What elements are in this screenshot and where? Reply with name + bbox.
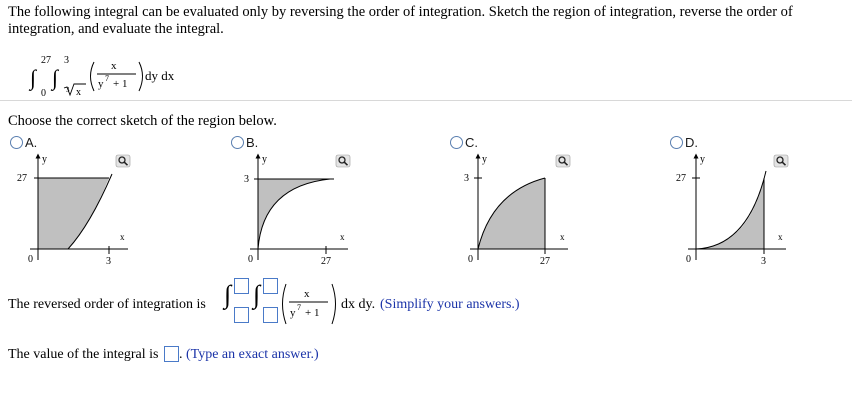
y-tick-label-d: 27 (676, 173, 686, 184)
origin-label-c: 0 (468, 254, 473, 265)
original-integral (28, 50, 198, 102)
x-label-b: x (340, 232, 345, 242)
right-paren (139, 62, 143, 91)
reversed-denominator-tail: + 1 (305, 307, 320, 319)
reversed-hint: (Simplify your answers.) (380, 297, 520, 312)
y-tick-label-c: 3 (464, 173, 469, 184)
origin-label-a: 0 (28, 254, 33, 265)
x-label-a: x (120, 232, 125, 242)
value-period: . (178, 347, 183, 362)
magnify-icon[interactable] (336, 155, 350, 167)
radio-b[interactable] (231, 136, 244, 149)
y-label-c: y (482, 154, 487, 165)
reversed-denominator-exponent: 7 (297, 303, 301, 312)
inner-upper-limit-input[interactable] (263, 278, 278, 294)
reversed-numerator: x (304, 288, 310, 300)
value-hint: (Type an exact answer.) (185, 347, 319, 362)
reversed-integral (224, 278, 544, 328)
divider (0, 100, 852, 101)
inner-lower-limit-input[interactable] (263, 307, 278, 323)
x-label-d: x (778, 232, 783, 242)
graph-c (450, 150, 580, 268)
outer-upper-limit: 27 (41, 55, 51, 66)
y-label-a: y (42, 154, 47, 165)
root-index: 3 (66, 86, 70, 94)
graph-b (230, 150, 360, 268)
option-b[interactable]: B. (231, 135, 258, 150)
outer-integral-sign: ∫ (30, 65, 37, 90)
inner-upper-limit: 3 (64, 55, 69, 66)
differentials: dy dx (145, 68, 175, 83)
left-paren (91, 62, 95, 91)
outer-integral-sign: ∫ (224, 280, 232, 309)
x-tick-label-b: 27 (321, 256, 331, 267)
y-tick-label-b: 3 (244, 174, 249, 185)
inner-integral-sign: ∫ (52, 65, 59, 90)
value-label: The value of the integral is (8, 347, 159, 362)
reversed-denominator-base: y (290, 307, 296, 319)
option-a[interactable]: A. (10, 135, 37, 150)
origin-label-d: 0 (686, 254, 691, 265)
outer-lower-limit-input[interactable] (234, 307, 249, 323)
reversed-differentials: dx dy. (341, 297, 376, 312)
denominator-base: y (98, 78, 104, 90)
graph-a (10, 150, 140, 268)
inner-integral-sign: ∫ (253, 280, 261, 309)
region-c (478, 178, 545, 249)
right-paren (332, 284, 336, 324)
radio-d[interactable] (670, 136, 683, 149)
question-prompt: The following integral can be evaluated only by reversing the order of integration. Sketch the region of integration, reverse the order of integration, and evaluate the integral. (8, 4, 793, 37)
x-tick-label-d: 3 (761, 256, 766, 267)
x-label-c: x (560, 232, 565, 242)
option-c[interactable]: C. (450, 135, 478, 150)
y-tick-label-a: 27 (17, 173, 27, 184)
value-row (8, 346, 319, 363)
region-d (696, 178, 764, 249)
magnify-icon[interactable] (774, 155, 788, 167)
radio-a[interactable] (10, 136, 23, 149)
radicand: x (76, 87, 81, 98)
y-label-b: y (262, 154, 267, 165)
choose-instruction: Choose the correct sketch of the region below. (8, 113, 277, 129)
x-tick-label-a: 3 (106, 256, 111, 267)
magnify-icon[interactable] (556, 155, 570, 167)
reversed-integrand (280, 282, 342, 326)
radio-c[interactable] (450, 136, 463, 149)
denominator-exponent: 7 (105, 74, 109, 83)
option-d[interactable]: D. (670, 135, 698, 150)
region-a (38, 178, 109, 249)
outer-upper-limit-input[interactable] (234, 278, 249, 294)
denominator-tail: + 1 (113, 78, 128, 90)
reversed-label: The reversed order of integration is (8, 297, 206, 312)
graph-d (668, 150, 798, 268)
y-label-d: y (700, 154, 705, 165)
x-tick-label-c: 27 (540, 256, 550, 267)
origin-label-b: 0 (248, 254, 253, 265)
magnify-icon[interactable] (116, 155, 130, 167)
left-paren (283, 284, 287, 324)
integrand-numerator: x (111, 60, 117, 72)
value-input[interactable] (164, 346, 179, 362)
outer-lower-limit: 0 (41, 88, 46, 99)
